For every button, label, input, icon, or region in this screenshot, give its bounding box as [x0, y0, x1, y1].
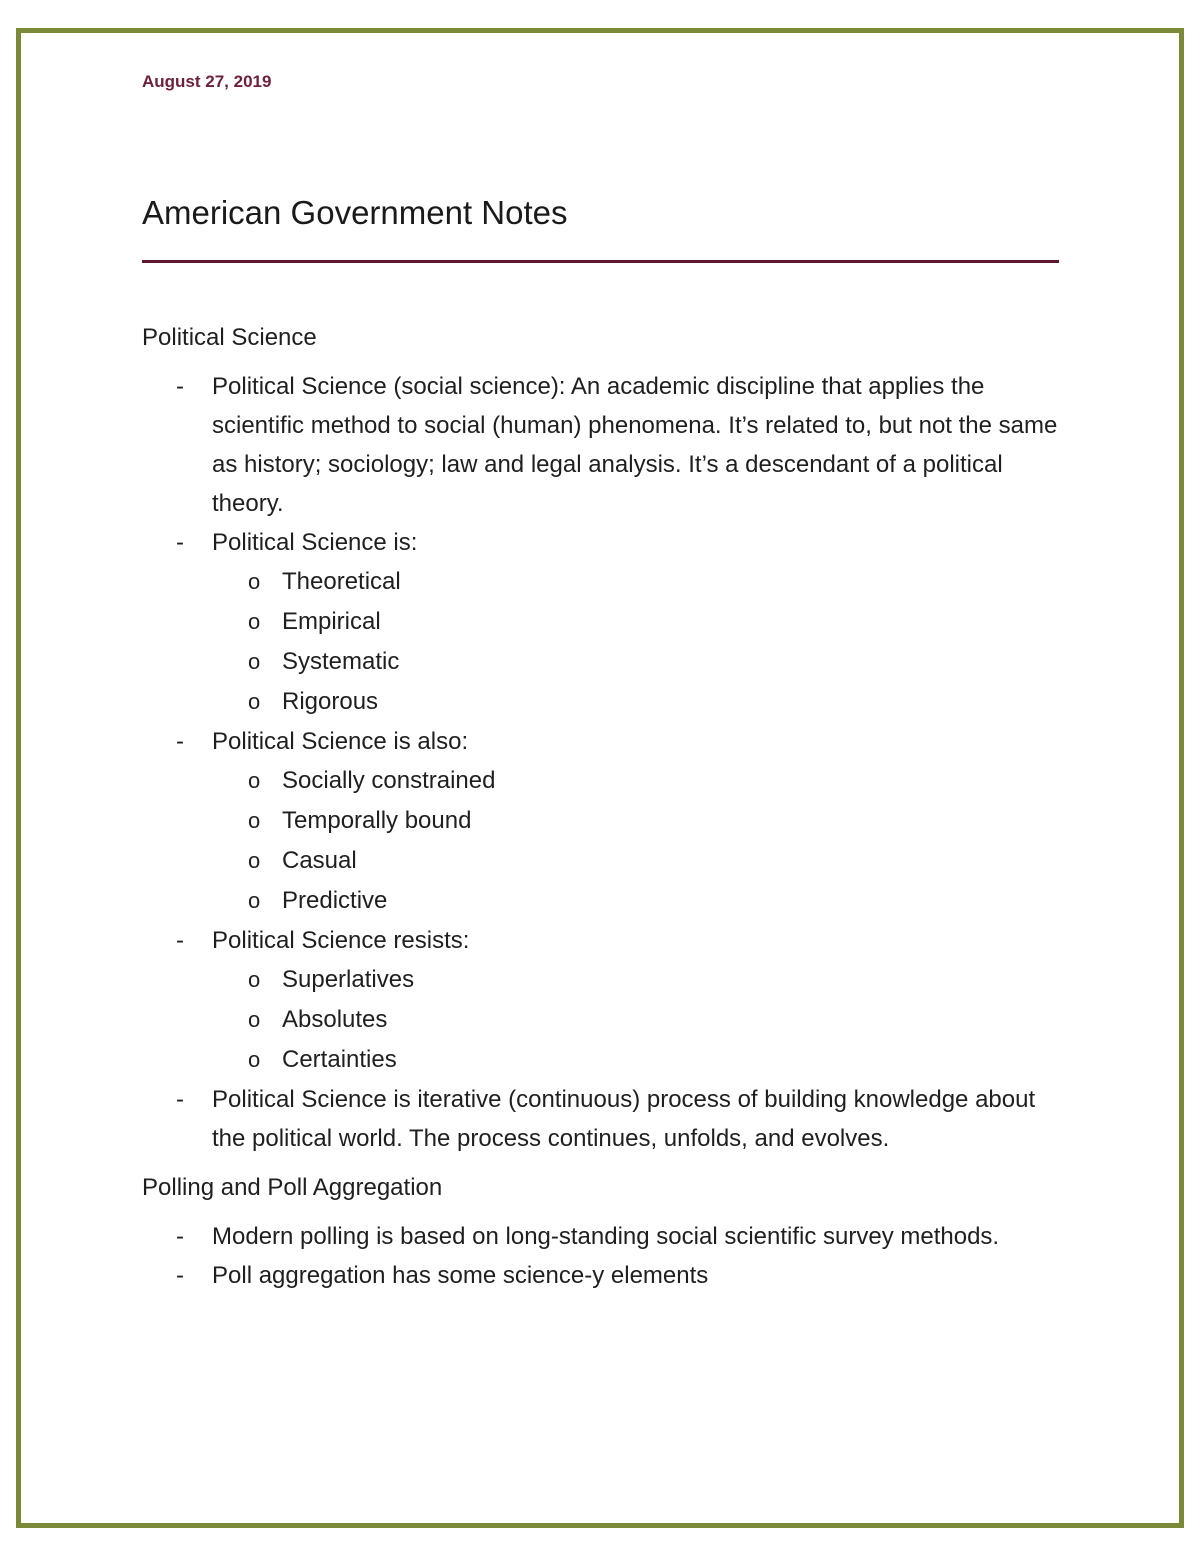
- bullet-text: Political Science (social science): An academic discipline that applies the scientific method to social (human) phenomena. It’s related to, but not the same as history; sociology; law and legal analysis. It’s a descendant of a political theory.: [212, 373, 1058, 517]
- sub-bullet-item: [142, 1040, 1072, 1080]
- bullet-item: [142, 921, 1072, 960]
- sub-bullet-item: [142, 562, 1072, 602]
- section-heading: Political Science: [142, 324, 317, 351]
- sub-bullet-item: [142, 682, 1072, 722]
- sub-bullet-item: [142, 960, 1072, 1000]
- circle-marker: o: [248, 609, 261, 634]
- circle-marker: o: [248, 848, 261, 873]
- bullet-item: [142, 367, 1072, 523]
- dash-marker: -: [176, 927, 184, 954]
- section-heading: Polling and Poll Aggregation: [142, 1174, 443, 1201]
- sub-bullet-text: Certainties: [282, 1046, 397, 1073]
- circle-marker: o: [248, 569, 261, 594]
- title-divider: [142, 260, 1059, 263]
- sub-bullet-item: [142, 642, 1072, 682]
- bullet-text: Modern polling is based on long-standing social scientific survey methods.: [212, 1223, 1000, 1250]
- sub-bullet-item: [142, 881, 1072, 921]
- bullet-item: [142, 1080, 1072, 1158]
- sub-bullet-text: Predictive: [282, 887, 388, 914]
- sub-bullet-text: Rigorous: [282, 688, 379, 715]
- dash-marker: -: [176, 529, 184, 556]
- bullet-text: Poll aggregation has some science-y elements: [212, 1262, 709, 1289]
- bullet-text: Political Science is iterative (continuous) process of building knowledge about the political world. The process continues, unfolds, and evolves.: [212, 1086, 1036, 1152]
- dash-marker: -: [176, 728, 184, 755]
- sub-bullet-text: Empirical: [282, 608, 381, 635]
- bullet-item: [142, 523, 1072, 562]
- document-date: August 27, 2019: [142, 72, 272, 91]
- sub-bullet-item: [142, 1000, 1072, 1040]
- circle-marker: o: [248, 808, 261, 833]
- sub-bullet-item: [142, 602, 1072, 642]
- dash-marker: -: [176, 373, 184, 400]
- bullet-item: [142, 1217, 1072, 1256]
- circle-marker: o: [248, 967, 261, 992]
- sub-bullet-text: Casual: [282, 847, 357, 874]
- circle-marker: o: [248, 768, 261, 793]
- circle-marker: o: [248, 888, 261, 913]
- sub-bullet-text: Superlatives: [282, 966, 415, 993]
- bullet-item: [142, 1256, 1072, 1295]
- sub-bullet-text: Systematic: [282, 648, 400, 675]
- circle-marker: o: [248, 1007, 261, 1032]
- sub-bullet-item: [142, 841, 1072, 881]
- bullet-text: Political Science resists:: [212, 927, 470, 954]
- circle-marker: o: [248, 649, 261, 674]
- sub-bullet-text: Theoretical: [282, 568, 401, 595]
- notes-body: [142, 318, 1072, 1295]
- dash-marker: -: [176, 1262, 184, 1289]
- sub-bullet-item: [142, 761, 1072, 801]
- sub-bullet-text: Socially constrained: [282, 767, 496, 794]
- document-title: American Government Notes: [142, 194, 568, 231]
- circle-marker: o: [248, 1047, 261, 1072]
- sub-bullet-text: Temporally bound: [282, 807, 472, 834]
- circle-marker: o: [248, 689, 261, 714]
- sub-bullet-text: Absolutes: [282, 1006, 388, 1033]
- bullet-item: [142, 722, 1072, 761]
- dash-marker: -: [176, 1086, 184, 1113]
- dash-marker: -: [176, 1223, 184, 1250]
- bullet-text: Political Science is:: [212, 529, 418, 556]
- sub-bullet-item: [142, 801, 1072, 841]
- bullet-text: Political Science is also:: [212, 728, 469, 755]
